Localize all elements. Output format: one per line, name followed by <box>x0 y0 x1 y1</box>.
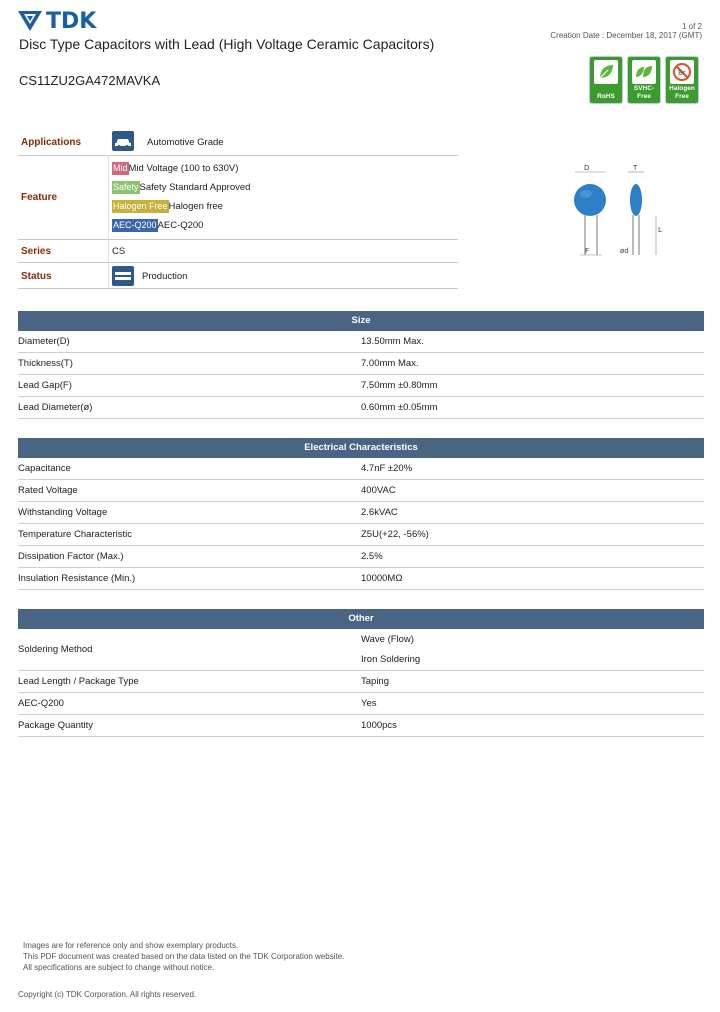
row-label: Soldering Method <box>18 644 93 655</box>
table-row <box>18 353 704 375</box>
halogen-free-label: Halogen Free <box>669 85 695 100</box>
column-divider <box>108 155 109 288</box>
divider <box>18 262 458 263</box>
car-icon <box>112 131 134 151</box>
feature-item <box>112 219 203 232</box>
row-label: Thickness(T) <box>18 358 73 369</box>
row-value: Z5U(+22, -56%) <box>361 529 429 540</box>
rohs-label: RoHS <box>597 93 615 100</box>
label-f: F <box>585 247 590 255</box>
divider <box>18 288 458 289</box>
row-value: Yes <box>361 698 377 709</box>
mid-voltage-tag: Mid <box>113 163 128 173</box>
table-row <box>18 524 704 546</box>
table-row <box>18 715 704 737</box>
table-row <box>18 331 704 353</box>
row-label: Dissipation Factor (Max.) <box>18 551 124 562</box>
production-status-icon <box>112 266 134 286</box>
row-label: AEC-Q200 <box>18 698 64 709</box>
row-value: Wave (Flow) <box>361 634 414 645</box>
row-label: Withstanding Voltage <box>18 507 108 518</box>
feature-item <box>112 181 250 194</box>
row-label: Rated Voltage <box>18 485 78 496</box>
row-label: Lead Length / Package Type <box>18 676 139 687</box>
table-row <box>18 397 704 419</box>
row-label: Diameter(D) <box>18 336 70 347</box>
safety-tag: Safety <box>113 182 139 192</box>
page-number: 1 of 2 <box>681 22 702 31</box>
row-value: 7.50mm ±0.80mm <box>361 380 438 391</box>
series-label: Series <box>21 246 52 257</box>
row-value: Iron Soldering <box>361 654 421 665</box>
feature-text: AEC-Q200 <box>157 220 204 231</box>
row-value: 13.50mm Max. <box>361 336 424 347</box>
applications-label: Applications <box>21 137 82 148</box>
aec-q200-tag: AEC-Q200 <box>113 220 157 230</box>
table-row <box>18 375 704 397</box>
row-value: 2.6kVAC <box>361 507 398 518</box>
no-halogen-icon <box>670 60 694 84</box>
brand-name: TDK <box>46 8 97 34</box>
feature-text: Safety Standard Approved <box>139 182 251 193</box>
label-t: T <box>633 164 638 172</box>
feature-label: Feature <box>21 192 58 203</box>
table-row <box>18 546 704 568</box>
table-row <box>18 480 704 502</box>
feature-item <box>112 162 238 175</box>
capacitor-disc-side <box>630 184 642 216</box>
row-label: Temperature Characteristic <box>18 529 133 540</box>
feature-text: Mid Voltage (100 to 630V) <box>128 163 239 174</box>
table-row <box>18 502 704 524</box>
row-value: 1000pcs <box>361 720 397 731</box>
halogen-free-tag: Halogen Free <box>113 201 168 211</box>
label-phi-d: ød <box>620 247 629 255</box>
table-row <box>18 629 704 671</box>
tdk-logo-icon <box>18 11 42 31</box>
footer-note: This PDF document was created based on the data listed on the TDK Corporation website. <box>23 952 345 961</box>
document-title: Disc Type Capacitors with Lead (High Voltage Ceramic Capacitors) <box>19 36 435 52</box>
row-value: 7.00mm Max. <box>361 358 419 369</box>
reach-badge <box>628 57 660 103</box>
table-row <box>18 693 704 715</box>
leaf-icon <box>594 60 618 84</box>
label-d: D <box>584 164 590 172</box>
electrical-heading: Electrical Characteristics <box>18 438 704 458</box>
row-value: 2.5% <box>361 551 383 562</box>
divider <box>18 155 458 156</box>
other-heading: Other <box>18 609 704 629</box>
row-label: Lead Gap(F) <box>18 380 72 391</box>
capacitor-disc-front <box>574 184 606 216</box>
halogen-free-badge <box>666 57 698 103</box>
capacitor-dimension-diagram <box>560 160 700 265</box>
feature-text: Halogen free <box>168 201 223 212</box>
row-label: Lead Diameter(ø) <box>18 402 93 413</box>
row-label: Capacitance <box>18 463 71 474</box>
series-value: CS <box>112 246 126 257</box>
part-number: CS11ZU2GA472MAVKA <box>19 73 161 88</box>
row-label: Package Quantity <box>18 720 93 731</box>
table-row <box>18 671 704 693</box>
size-heading: Size <box>18 311 704 331</box>
divider <box>18 239 458 240</box>
label-l: L <box>658 226 662 234</box>
applications-value: Automotive Grade <box>147 137 224 148</box>
tdk-logo <box>18 8 96 34</box>
copyright: Copyright (c) TDK Corporation. All rights reserved. <box>18 990 197 999</box>
row-value: 10000MΩ <box>361 573 403 584</box>
status-label: Status <box>21 271 52 282</box>
footer-note: Images are for reference only and show exemplary products. <box>23 941 239 950</box>
row-value: Taping <box>361 676 389 687</box>
feature-item <box>112 200 223 213</box>
rohs-badge <box>590 57 622 103</box>
table-row <box>18 458 704 480</box>
row-value: 400VAC <box>361 485 396 496</box>
row-value: 0.60mm ±0.05mm <box>361 402 438 413</box>
row-label: Insulation Resistance (Min.) <box>18 573 136 584</box>
svg-text:Br: Br <box>678 69 686 77</box>
reach-label: REACH SVHC-Free <box>632 77 656 100</box>
row-value: 4.7nF ±20% <box>361 463 413 474</box>
creation-date: Creation Date : December 18, 2017 (GMT) <box>550 31 702 40</box>
status-value: Production <box>142 271 188 282</box>
footer-note: All specifications are subject to change without notice. <box>23 963 215 972</box>
table-row <box>18 568 704 590</box>
